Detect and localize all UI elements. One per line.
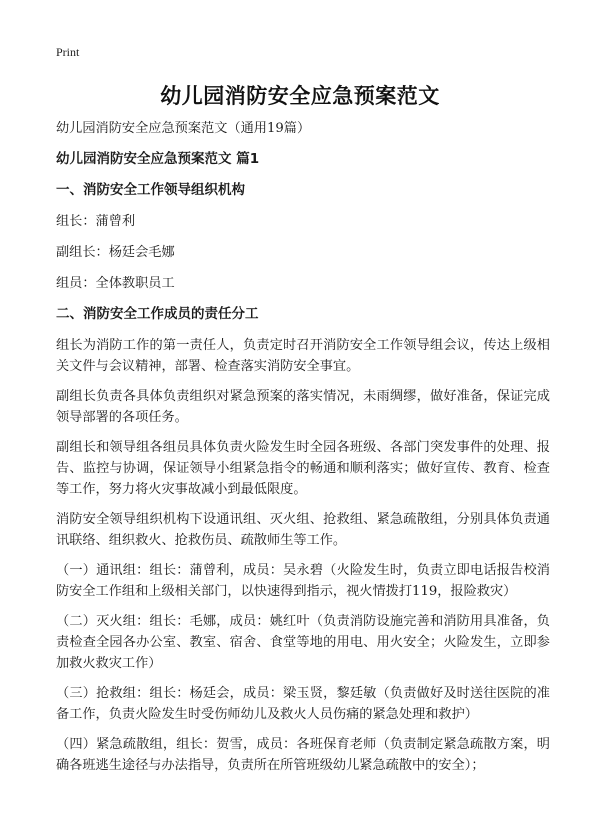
- print-label[interactable]: Print: [56, 45, 80, 59]
- document-subtitle: 幼儿园消防安全应急预案范文（通用19篇）: [56, 121, 311, 136]
- paragraph-firefighting-group: （二）灭火组：组长：毛娜，成员：姚红叶（负责消防设施完善和消防用具准备，负责检查全园各办公室、教室、宿舍、食堂等地的用电、用火安全；火险发生，立即参加救火救灾工作）: [56, 614, 550, 671]
- paragraph-evacuation-group: （四）紧急疏散组，组长：贺雪，成员：各班保育老师（负责制定紧急疏散方案，明确各班逃生途径与办法指导，负责所在所管班级幼儿紧急疏散中的安全）；: [56, 737, 550, 773]
- deputy-leader-line: 副组长：杨廷会毛娜: [56, 245, 175, 260]
- paragraph: 消防安全领导组织机构下设通讯组、灭火组、抢救组、紧急疏散组，分别具体负责通讯联络、组织救火、抢救伤员、疏散师生等工作。: [56, 512, 550, 548]
- article-heading: 幼儿园消防安全应急预案范文 篇1: [56, 151, 260, 167]
- paragraph: 组长为消防工作的第一责任人，负责定时召开消防安全工作领导组会议，传达上级相关文件与会议精神，部署、检查落实消防安全事宜。: [56, 338, 550, 374]
- paragraph: 副组长和领导组各组员具体负责火险发生时全园各班级、各部门突发事件的处理、报告、监控与协调，保证领导小组紧急指令的畅通和顺利落实；做好宣传、教育、检查等工作，努力将火灾事故减小到最低限度。: [56, 440, 550, 497]
- members-line: 组员：全体教职员工: [56, 276, 175, 291]
- document-title: 幼儿园消防安全应急预案范文: [160, 84, 440, 108]
- paragraph-communication-group: （一）通讯组：组长：蒲曾利，成员：吴永碧（火险发生时，负责立即电话报告校消防安全工作组和上级相关部门，以快速得到指示，视火情拨打119，报险救灾）: [56, 563, 550, 599]
- paragraph-rescue-group: （三）抢救组：组长：杨廷会，成员：梁玉贤，黎廷敏（负责做好及时送往医院的准备工作，负责火险发生时受伤师幼儿及救火人员伤痛的紧急处理和救护）: [56, 686, 550, 722]
- section-heading-1: 一、消防安全工作领导组织机构: [56, 182, 245, 198]
- section-heading-2: 二、消防安全工作成员的责任分工: [56, 306, 259, 322]
- leader-line: 组长：蒲曾利: [56, 214, 136, 229]
- paragraph: 副组长负责各具体负责组织对紧急预案的落实情况，未雨绸缪，做好准备，保证完成领导部署的各项任务。: [56, 389, 550, 425]
- document-body: [56, 118, 550, 785]
